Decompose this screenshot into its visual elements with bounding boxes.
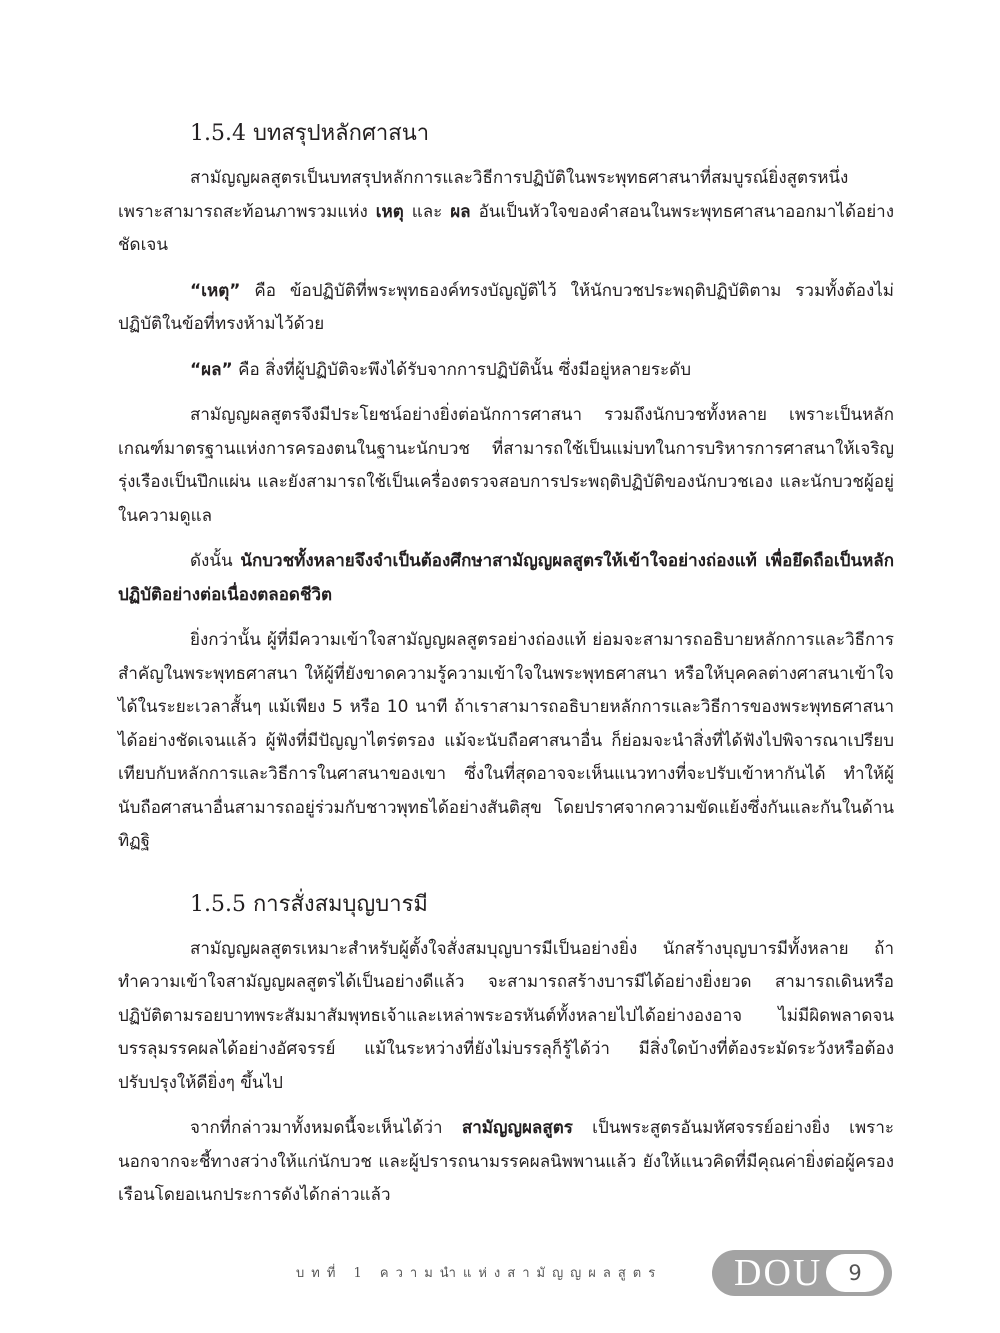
paragraph-text: เป็นพระสูตรอันมหัศจรรย์อย่างยิ่ง เพราะนอกจากจะชี้ทางสว่างให้แก่นักบวช และผู้ปรารถนามรรคผลนิพพานแล้ว ยังให้แนวคิดที่มีคุณค่ายิ่งต่อผู้ครองเรือนโดยอเนกประการดังได้กล่าวแล้ว — [118, 1118, 894, 1205]
paragraph-text: จากที่กล่าวมาทั้งหมดนี้จะเห็นได้ว่า — [190, 1118, 443, 1138]
bold-statement: นักบวชทั้งหลายจึงจำเป็นต้องศึกษาสามัญญผลสูตรให้เข้าใจอย่างถ่องแท้ เพื่อยึดถือเป็นหลักปฏิบัติอย่างต่อเนื่องตลอดชีวิต — [118, 551, 894, 605]
bold-term-effect-quoted: “ผล” — [190, 359, 233, 380]
paragraph: ยิ่งกว่านั้น ผู้ที่มีความเข้าใจสามัญญผลสูตรอย่างถ่องแท้ ย่อมจะสามารถอธิบายหลักการและวิธีการสำคัญในพระพุทธศาสนา ให้ผู้ที่ยังขาดความรู้ความเข้าใจในพระพุทธศาสนา หรือให้บุคคลต่างศาสนาเข้าใจได้ในระยะเวลาสั้นๆ แม้เพียง 5 หรือ 10 นาที ถ้าเราสามารถอธิบายหลักการและวิธีการของพระพุทธศาสนาได้อย่างชัดเจนแล้ว ผู้ฟังที่มีปัญญาไตร่ตรอง แม้จะนับถือศาสนาอื่น ก็ย่อมจะนำสิ่งที่ได้ฟังไปพิจารณาเปรียบเทียบกับหลักการและวิธีการในศาสนาของเขา ซึ่งในที่สุดอาจจะเห็นแนวทางที่จะปรับเข้าหากันได้ ทำให้ผู้นับถือศาสนาอื่นสามารถอยู่ร่วมกับชาวพุทธได้อย่างสันติสุข โดยปราศจากความขัดแย้งซึ่งกันและกันในด้านทิฏฐิ — [118, 630, 894, 851]
page-content — [118, 118, 894, 1213]
paragraph: สามัญญผลสูตรจึงมีประโยชน์อย่างยิ่งต่อนักการศาสนา รวมถึงนักบวชทั้งหลาย เพราะเป็นหลักเกณฑ์มาตรฐานแห่งการครองตนในฐานะนักบวช ที่สามารถใช้เป็นแม่บทในการบริหารการศาสนาให้เจริญรุ่งเรืองเป็นปึกแผ่น และยังสามารถใช้เป็นเครื่องตรวจสอบการประพฤติปฏิบัติของนักบวชเอง และนักบวชผู้อยู่ในความดูแล — [118, 405, 894, 526]
paragraph-text: อันเป็นหัวใจของคำสอนในพระพุทธศาสนาออกมาได้อย่างชัดเจน — [118, 201, 895, 255]
bold-term-effect: ผล — [450, 201, 471, 222]
paragraph — [118, 162, 894, 263]
section-heading-1-5-4: 1.5.4 บทสรุปหลักศาสนา — [190, 121, 430, 146]
bold-term-samanna-phala-sutta: สามัญญผลสูตร — [461, 1118, 573, 1138]
paragraph — [118, 275, 894, 342]
paragraph — [118, 545, 894, 612]
paragraph — [118, 354, 894, 388]
dou-page-badge — [712, 1250, 892, 1296]
page-number: 9 — [826, 1254, 884, 1292]
paragraph-text: และ — [411, 201, 443, 222]
paragraph — [118, 1112, 894, 1213]
bold-term-cause: เหตุ — [375, 201, 404, 222]
paragraph-text: ดังนั้น — [190, 551, 233, 571]
section-heading-1-5-5: 1.5.5 การสั่งสมบุญบารมี — [190, 891, 428, 917]
paragraph: สามัญญผลสูตรเหมาะสำหรับผู้ตั้งใจสั่งสมบุญบารมีเป็นอย่างยิ่ง นักสร้างบุญบารมีทั้งหลาย ถ้าทำความเข้าใจสามัญญผลสูตรได้เป็นอย่างดีแล้ว จะสามารถสร้างบารมีได้อย่างยิ่งยวด สามารถเดินหรือปฏิบัติตามรอยบาทพระสัมมาสัมพุทธเจ้าและเหล่าพระอรหันต์ทั้งหลายไปได้อย่างองอาจ ไม่มีผิดพลาดจนบรรลุมรรคผลได้อย่างอัศจรรย์ แม้ในระหว่างที่ยังไม่บรรลุก็รู้ได้ว่า มีสิ่งใดบ้างที่ต้องระมัดระวังหรือต้องปรับปรุงให้ดียิ่งๆ ขึ้นไป — [118, 938, 894, 1093]
dou-logo: DOU — [734, 1252, 823, 1294]
paragraph-text: คือ ข้อปฏิบัติที่พระพุทธองค์ทรงบัญญัติไว้ ให้นักบวชประพฤติปฏิบัติตาม รวมทั้งต้องไม่ปฏิบัติในข้อที่ทรงห้ามไว้ด้วย — [118, 280, 895, 334]
bold-term-cause-quoted: “เหตุ” — [190, 280, 241, 301]
paragraph-text: คือ สิ่งที่ผู้ปฏิบัติจะพึงได้รับจากการปฏิบัตินั้น ซึ่งมีอยู่หลายระดับ — [238, 359, 692, 380]
chapter-running-title: บทที่ 1 ความนำแห่งสามัญญผลสูตร — [296, 1266, 663, 1281]
paragraph-text: สามัญญผลสูตรเป็นบทสรุปหลักการและวิธีการปฏิบัติในพระพุทธศาสนาที่สมบูรณ์ยิ่งสูตรหนึ่ง เพราะสามารถสะท้อนภาพรวมแห่ง — [118, 168, 849, 222]
page-footer — [0, 1248, 1000, 1298]
